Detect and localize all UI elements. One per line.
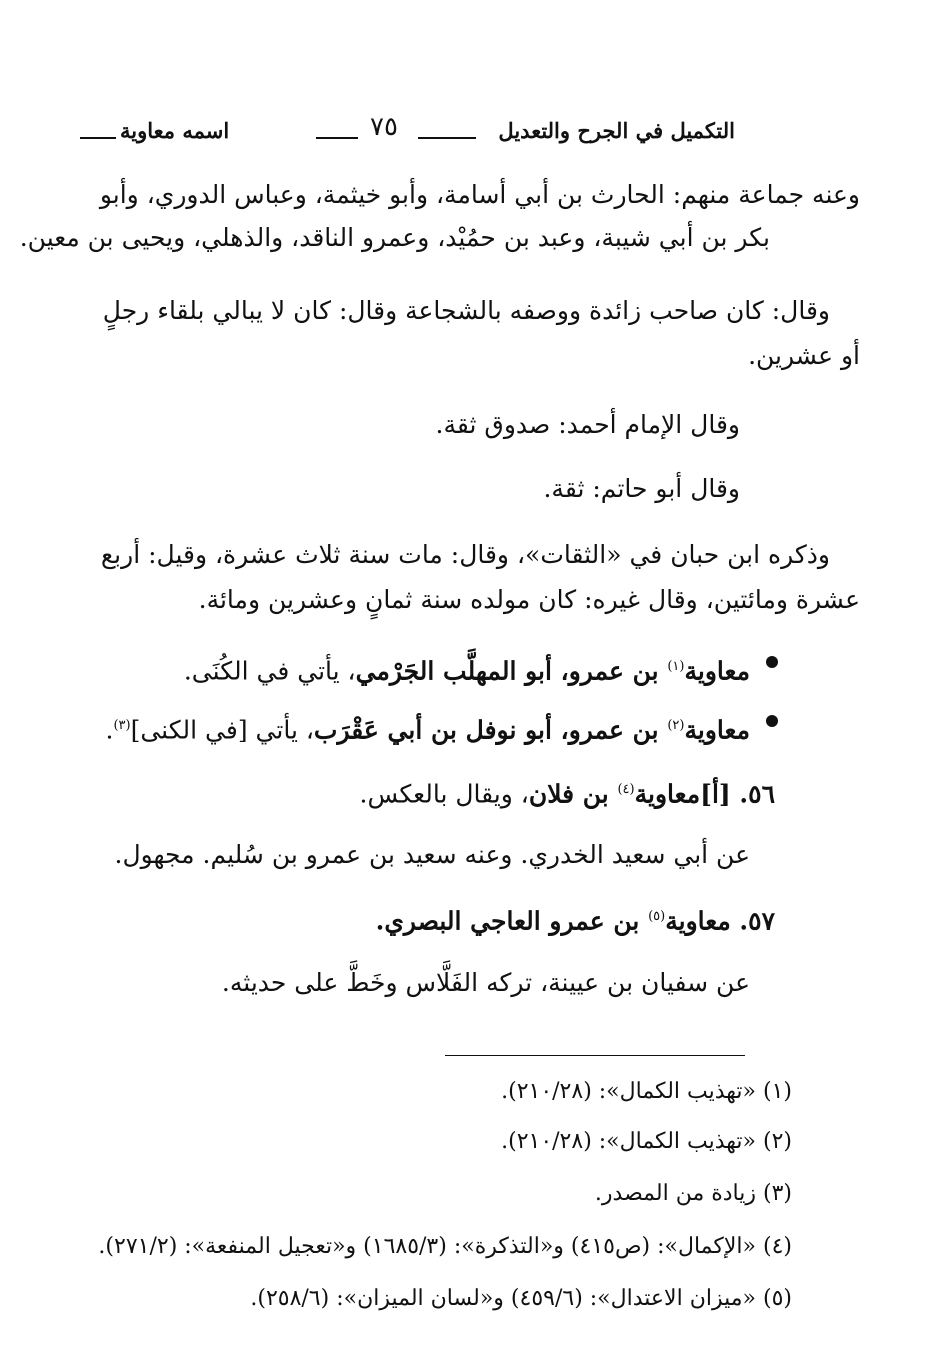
- paragraph-ibn-hibban: [40, 540, 860, 615]
- cross-ref-entry-1: [184, 652, 750, 686]
- footnote-4: (٤) «الإكمال»: (ص٤١٥) و«التذكرة»: (١٦٨٥/٣) و«تعجيل المنفعة»: (٢٧١/٢).: [98, 1234, 792, 1259]
- entry-name: معاوية: [684, 715, 750, 745]
- footnote-separator: [445, 1055, 745, 1056]
- entry-note: ، يأتي [في الكنى]: [130, 715, 314, 745]
- paragraph-abu-hatim: وقال أبو حاتم: ثقة.: [543, 474, 740, 503]
- paragraph-line: عشرة ومائتين، وقال غيره: كان مولده سنة ثمانٍ وعشرين ومائة.: [198, 585, 860, 614]
- footnote-3: (٣) زيادة من المصدر.: [594, 1181, 792, 1206]
- header-rule-left: [80, 137, 116, 139]
- entry-56-description: عن أبي سعيد الخدري. وعنه سعيد بن عمرو بن سُليم. مجهول.: [114, 840, 750, 869]
- footnote-ref: (٤): [617, 782, 635, 797]
- bullet-icon: [766, 656, 778, 668]
- running-header-book-title: التكميل في الجرح والتعديل: [498, 118, 735, 143]
- paragraph-line: أو عشرين.: [748, 341, 860, 370]
- footnote-1: (١) «تهذيب الكمال»: (٢١٠/٢٨).: [501, 1079, 792, 1104]
- entry-57-description: عن سفيان بن عيينة، تركه الفَلَّاس وخَطَّ على حديثه.: [221, 968, 750, 997]
- cross-ref-entry-2: [106, 711, 751, 745]
- entry-name-rest: بن فلان: [528, 779, 618, 809]
- footnote-2: (٢) «تهذيب الكمال»: (٢١٠/٢٨).: [501, 1129, 792, 1154]
- entry-punct: .: [105, 715, 114, 745]
- header-rule-right: [418, 137, 476, 139]
- paragraph-ahmad: وقال الإمام أحمد: صدوق ثقة.: [435, 410, 740, 439]
- entry-number: ٥٧.: [739, 906, 775, 936]
- footnote-ref: (٣): [113, 718, 131, 733]
- entry-note: ، ويقال بالعكس.: [359, 779, 529, 809]
- entry-name: معاوية: [684, 656, 750, 686]
- bullet-icon: [766, 715, 778, 727]
- footnote-5: (٥) «ميزان الاعتدال»: (٤٥٩/٦) و«لسان الميزان»: (٢٥٨/٦).: [250, 1286, 792, 1311]
- footnote-ref: (١): [667, 659, 685, 674]
- entry-56: [360, 775, 775, 809]
- header-rule-mid: [316, 137, 358, 139]
- paragraph-line: وعنه جماعة منهم: الحارث بن أبي أسامة، وأبو خيثمة، وعباس الدوري، وأبو: [99, 180, 860, 209]
- paragraph-courage: [60, 296, 860, 371]
- entry-name: معاوية: [665, 906, 740, 936]
- footnote-ref: (٥): [648, 909, 666, 924]
- paragraph-line: وقال: كان صاحب زائدة ووصفه بالشجاعة وقال: كان لا يبالي بلقاء رجلٍ: [102, 296, 830, 325]
- entry-name: [أ]معاوية: [634, 779, 740, 809]
- entry-note: ، يأتي في الكُنَى.: [183, 656, 356, 686]
- entry-57: [376, 902, 775, 936]
- paragraph-narrators: [19, 180, 860, 253]
- footnote-ref: (٢): [667, 718, 685, 733]
- paragraph-line: بكر بن أبي شيبة، وعبد بن حمُيْد، وعمرو الناقد، والذهلي، ويحيى بن معين.: [19, 223, 770, 252]
- entry-name-rest: بن عمرو العاجي البصري.: [375, 906, 649, 936]
- entry-name-rest: بن عمرو، أبو نوفل بن أبي عَقْرَب: [313, 715, 668, 745]
- entry-name-rest: بن عمرو، أبو المهلَّب الجَرْمي: [355, 656, 668, 686]
- page-number: ٧٥: [370, 112, 398, 142]
- paragraph-line: وذكره ابن حبان في «الثقات»، وقال: مات سنة ثلاث عشرة، وقيل: أربع: [100, 540, 830, 569]
- running-header-section: اسمه معاوية: [120, 118, 230, 143]
- entry-number: ٥٦.: [739, 779, 775, 809]
